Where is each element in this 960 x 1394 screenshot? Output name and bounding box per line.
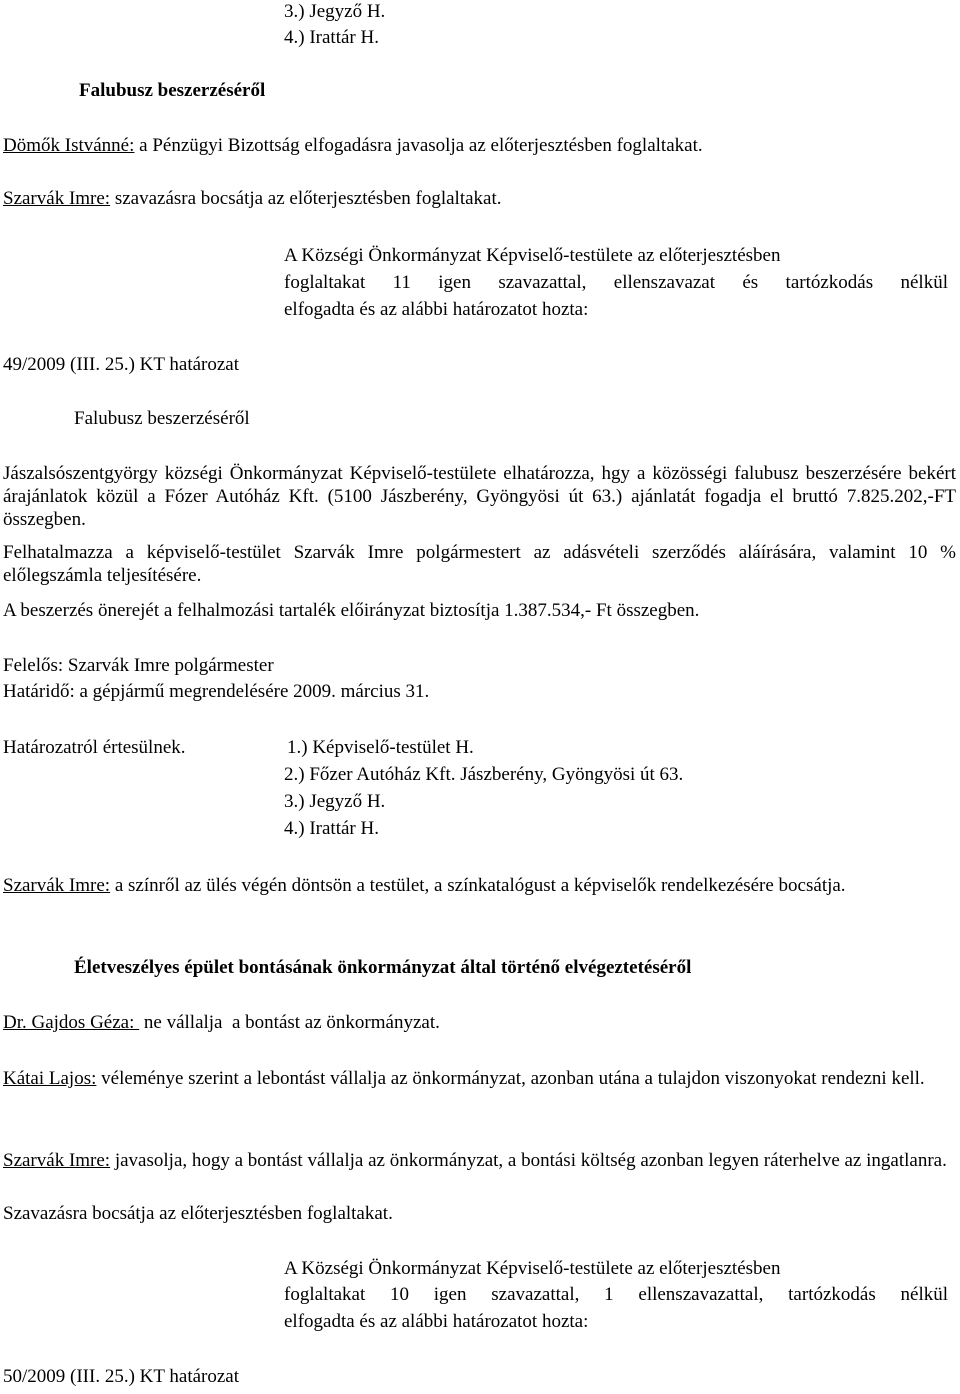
vote-result-line: elfogadta és az alábbi határozatot hozta:: [284, 1311, 589, 1332]
statement-szarvak-color: [3, 874, 956, 897]
vote-result-line: elfogadta és az alábbi határozatot hozta:: [284, 299, 589, 320]
top-recipient-3: 3.) Jegyző H.: [284, 1, 386, 22]
resolution-body-paragraph: Felhatalmazza a képviselő-testület Szarvák Imre polgármestert az adásvételi szerződés aláírására, valamint 10 % előlegszámla teljesítésére.: [3, 542, 956, 586]
notify-label: Határozatról értesülnek.: [3, 737, 186, 758]
resolution-body-paragraph: A beszerzés önerejét a felhalmozási tartalék előirányzat biztosítja 1.387.534,- Ft összegben.: [3, 600, 700, 621]
statement-text: szavazásra bocsátja az előterjesztésben foglaltakat.: [110, 188, 502, 209]
deadline-line: Határidő: a gépjármű megrendelésére 2009. március 31.: [3, 681, 430, 702]
vote-result-line: foglaltakat 11 igen szavazattal, ellenszavazat és tartózkodás nélkül: [284, 272, 948, 293]
speaker-name: Dömők Istvánné:: [3, 135, 135, 156]
statement-text: a színről az ülés végén döntsön a testület, a színkatalógust a képviselők rendelkezésére bocsátja.: [110, 875, 846, 896]
speaker-name: Szarvák Imre:: [3, 875, 111, 896]
top-recipient-4: 4.) Irattár H.: [284, 27, 379, 48]
statement-szarvak-demolition: [3, 1149, 956, 1172]
statement-domok: [3, 135, 703, 157]
notify-item: 2.) Főzer Autóház Kft. Jászberény, Gyöngyösi út 63.: [284, 764, 684, 785]
statement-text: ne vállalja a bontást az önkormányzat.: [139, 1012, 440, 1033]
speaker-name: Kátai Lajos:: [3, 1068, 97, 1089]
notify-item: 1.) Képviselő-testület H.: [287, 737, 474, 758]
statement-text: a Pénzügyi Bizottság elfogadásra javasolja az előterjesztésben foglaltakat.: [134, 135, 703, 156]
speaker-name: Szarvák Imre:: [3, 188, 111, 209]
statement-followup: Szavazásra bocsátja az előterjesztésben foglaltakat.: [3, 1203, 393, 1224]
statement-text: véleménye szerint a lebontást vállalja az önkormányzat, azonban utána a tulajdon viszonyokat rendezni kell.: [96, 1068, 925, 1089]
notify-item: 4.) Irattár H.: [284, 818, 379, 839]
statement-szarvak-vote: [3, 188, 502, 210]
resolution-body-paragraph: Jászalsószentgyörgy községi Önkormányzat Képviselő-testülete elhatározza, hgy a közösségi falubusz beszerzésére bekért árajánlatok közül a Fózer Autóház Kft. (5100 Jászberény, Gyöngyösi út 63.) ajánlatát fogadja el bruttó 7.825.202,-FT összegben.: [3, 463, 956, 530]
vote-result-line: A Községi Önkormányzat Képviselő-testülete az előterjesztésben: [284, 1258, 781, 1279]
speaker-name: Szarvák Imre:: [3, 1150, 111, 1171]
speaker-name: Dr. Gajdos Géza:: [3, 1012, 140, 1033]
resolution-subject: Falubusz beszerzéséről: [74, 408, 250, 429]
statement-gajdos: [3, 1012, 440, 1034]
resolution-number: 50/2009 (III. 25.) KT határozat: [3, 1366, 240, 1387]
section-title-demolition: Életveszélyes épület bontásának önkormányzat által történő elvégeztetéséről: [74, 957, 692, 978]
section-title-falubusz: Falubusz beszerzéséről: [79, 80, 266, 101]
resolution-number: 49/2009 (III. 25.) KT határozat: [3, 354, 240, 375]
statement-text: javasolja, hogy a bontást vállalja az önkormányzat, a bontási költség azonban legyen ráterhelve az ingatlanra.: [110, 1150, 947, 1171]
statement-katai: [3, 1067, 956, 1090]
responsible-line: Felelős: Szarvák Imre polgármester: [3, 655, 274, 676]
notify-item: 3.) Jegyző H.: [284, 791, 386, 812]
vote-result-line: foglaltakat 10 igen szavazattal, 1 ellenszavazattal, tartózkodás nélkül: [284, 1284, 948, 1305]
vote-result-line: A Községi Önkormányzat Képviselő-testülete az előterjesztésben: [284, 245, 781, 266]
